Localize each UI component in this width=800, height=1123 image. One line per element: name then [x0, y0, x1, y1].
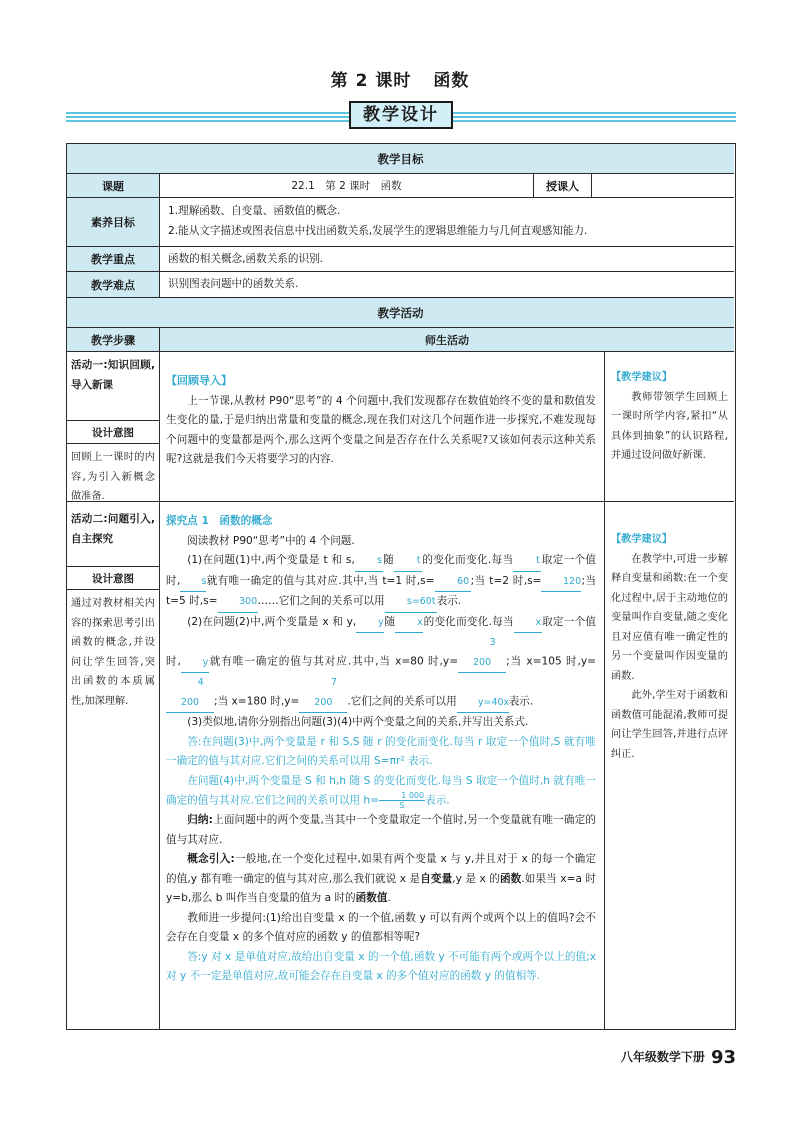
- banner: [66, 100, 736, 134]
- key-point-row: [67, 247, 734, 272]
- lesson-number: 第 2 课时: [330, 71, 412, 91]
- problem-2: (2)在问题(2)中,两个变量是 x 和 y, y随 x的变化而变化.每当 x取定一个值时, y就有唯一确定的值与其对应.其中,当 x=80 时,y=3 200 ;当 x=105 时,y=4 200 ;当 x=180 时,y=7 200 .它们之间的关系可以用 y=40x表示.: [166, 613, 596, 714]
- steps-header-row: [67, 328, 734, 352]
- fraction: $\frac{1 000}{S}$: [379, 791, 425, 810]
- steps-label: 教学步骤: [67, 328, 159, 351]
- activity-2-tip-text-1: 在教学中,可进一步解释自变量和函数:在一个变化过程中,居于主动地位的变量叫作自变量,随之变化且对应值有唯一确定性的另一个变量叫作因变量的函数.: [611, 553, 728, 682]
- question-answer: 答:y 对 x 是单值对应,故给出自变量 x 的一个值,函数 y 不可能有两个或两个以上的值;x 对 y 不一定是单值对应,故可能会存在自变量 x 的多个值对应的函数 y 的值相等.: [166, 950, 596, 982]
- literacy-label: 素养目标: [67, 198, 159, 246]
- goals-header: 教学目标: [67, 144, 734, 174]
- blank: 300: [218, 592, 258, 613]
- blank: 7 200: [299, 673, 347, 713]
- blank: s=60t: [385, 592, 437, 613]
- activity-2-name: 活动二:问题引入,自主探究: [71, 513, 155, 545]
- lesson-plan-table: [66, 143, 736, 1030]
- teacher-student-label: 师生活动: [159, 328, 734, 351]
- blank: s: [355, 551, 383, 572]
- activity-1-tip-text: 教师带领学生回顾上一课时所学内容,紧扣“从具体到抽象”的认识路程,并通过设问做好新课.: [611, 391, 728, 461]
- activity-1-design-text: 回顾上一课时的内容,为引入新概念做准备.: [71, 452, 155, 502]
- problem-1: (1)在问题(1)中,两个变量是 t 和 s, s随 t 的变化而变化.每当 t 取定一个值时, s就有唯一确定的值与其对应.其中,当 t=1 时,s= 60;当 t=2 时,s= 120;当 t=5 时,s= 300……它们之间的关系可以用 s=60t表示.: [166, 551, 596, 613]
- activities-header: 教学活动: [67, 298, 734, 328]
- difficulty-label: 教学难点: [67, 272, 159, 297]
- topic-value: 22.1 第 2 课时 函数: [159, 174, 533, 197]
- summary: 归纳:上面问题中的两个变量,当其中一个变量取定一个值时,另一个变量就有唯一确定的值与其对应.: [166, 814, 596, 846]
- blank: y: [356, 613, 384, 634]
- blank: y=40x: [457, 693, 509, 714]
- activity-2-design-text: 通过对教材相关内容的探索思考引出函数的概念,并设问让学生回答,突出函数的本质属性,加深理解.: [71, 598, 155, 707]
- read-intro: 阅读教材 P90“思考”中的 4 个问题.: [187, 534, 355, 547]
- concept-intro: 概念引入:一般地,在一个变化过程中,如果有两个变量 x 与 y,并且对于 x 的每一个确定的值,y 都有唯一确定的值与其对应,那么我们就说 x 是自变量,y 是 x 的函数.如果当 x=a 时 y=b,那么 b 叫作当自变量的值为 a 时的函数值.: [166, 853, 597, 904]
- lesson-title: [0, 66, 800, 91]
- page-number: 93: [710, 1047, 736, 1068]
- activity-2-row: [67, 502, 734, 1029]
- problem-3: (3)类似地,请你分别指出问题(3)(4)中两个变量之间的关系,并写出关系式.: [187, 716, 529, 728]
- blank: x: [395, 613, 423, 634]
- banner-title: 教学设计: [349, 101, 453, 129]
- activity-1-name: 活动一:知识回顾,导入新课: [71, 359, 155, 391]
- review-tag: 【回顾导入】: [166, 374, 232, 387]
- activity-1-row: [67, 352, 734, 502]
- book-title: 八年级数学下册: [620, 1050, 705, 1064]
- page-footer: [621, 1047, 736, 1068]
- teacher-question: 教师进一步提问:(1)给出自变量 x 的一个值,函数 y 可以有两个或两个以上的值吗?会不会存在自变量 x 的多个值对应的函数 y 的值都相等呢?: [166, 911, 596, 943]
- review-text: 上一节课,从教材 P90“思考”的 4 个问题中,我们发现都存在数值始终不变的量和数值发生变化的量,于是归纳出常量和变量的概念,现在我们对这几个问题作进一步探究,不难发现每个问题中的变量都是两个,那么这两个变量之间是否存在什么关系呢?又该如何表示这种关系呢?这就是我们今天将要学习的内容.: [166, 394, 596, 465]
- activity-2-design-label: 设计意图: [67, 566, 159, 590]
- topic-label: 课题: [67, 174, 159, 197]
- answer-problem-3: 答:在问题(3)中,两个变量是 r 和 S,S 随 r 的变化而变化.每当 r 取定一个值时,S 就有唯一确定的值与其对应.它们之间的关系可以用 S=πr² 表示.: [166, 735, 596, 767]
- activity-1-tip-title: 【教学建议】: [611, 372, 673, 383]
- activity-2-tip-title: 【教学建议】: [611, 534, 673, 545]
- answer-problem-4: 在问题(4)中,两个变量是 S 和 h,h 随 S 的变化而变化.每当 S 取定一个值时,h 就有唯一确定的值与其对应.它们之间的关系可以用 h= $\frac{1 000}{S}$表示.: [166, 774, 596, 810]
- teacher-label: 授课人: [533, 174, 591, 197]
- topic-row: [67, 174, 734, 198]
- key-point-value: 函数的相关概念,函数关系的识别.: [159, 247, 734, 271]
- literacy-row: [67, 198, 734, 247]
- blank: t: [513, 551, 541, 572]
- blank: t: [394, 551, 422, 572]
- difficulty-row: [67, 272, 734, 298]
- difficulty-value: 识别图表问题中的函数关系.: [159, 272, 734, 297]
- activity-2-tip-text-2: 此外,学生对于函数和函数值可能混淆,教师可提问让学生回答,并进行点评纠正.: [611, 690, 728, 760]
- activity-1-design-label: 设计意图: [67, 420, 159, 444]
- blank: x: [514, 613, 542, 634]
- blank: y: [181, 653, 209, 674]
- blank: 60: [435, 572, 471, 593]
- blank: 3 200: [458, 633, 506, 673]
- teacher-value: [591, 174, 734, 197]
- blank: 4 200: [166, 673, 214, 713]
- lesson-topic: 函数: [433, 71, 470, 91]
- blank: 120: [541, 572, 581, 593]
- blank: s: [180, 572, 206, 593]
- section-title: 探究点 1 函数的概念: [166, 515, 273, 527]
- literacy-item-1: 1.理解函数、自变量、函数值的概念.: [168, 205, 341, 217]
- literacy-item-2: 2.能从文字描述或图表信息中找出函数关系,发展学生的逻辑思维能力与几何直观感知能力.: [168, 225, 588, 237]
- key-point-label: 教学重点: [67, 247, 159, 271]
